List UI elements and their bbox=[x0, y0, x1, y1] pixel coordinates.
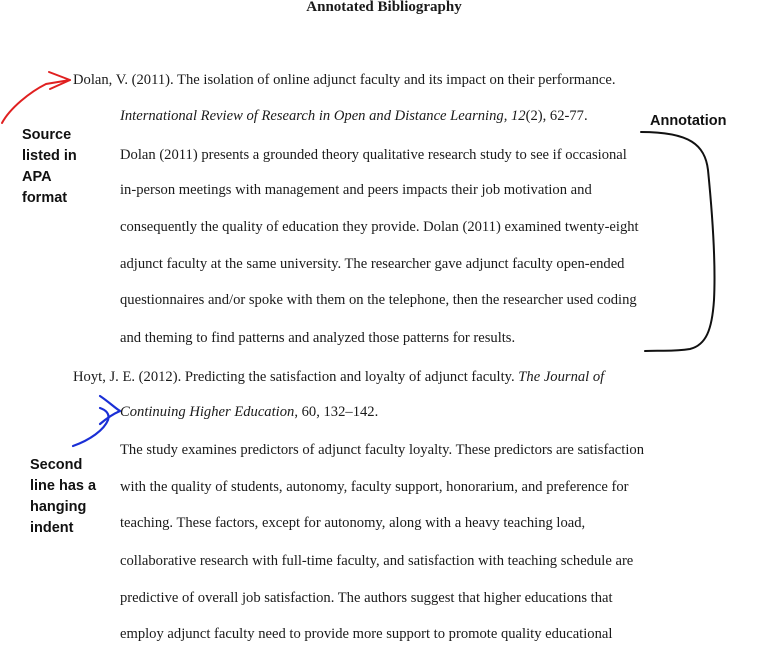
page-title: Annotated Bibliography bbox=[306, 0, 462, 15]
callout-line: format bbox=[22, 190, 68, 206]
citation-dolan-line2 bbox=[120, 107, 588, 125]
callout-annotation: Annotation bbox=[650, 113, 727, 129]
citation-hoyt-line1 bbox=[73, 368, 604, 386]
citation-hoyt-text: Hoyt, J. E. (2012). Predicting the satisfaction and loyalty of adjunct faculty. bbox=[73, 369, 519, 385]
callout-line: Source bbox=[22, 127, 72, 143]
citation-hoyt-line2 bbox=[120, 403, 378, 421]
callout-line: indent bbox=[30, 520, 74, 536]
annotation-line: adjunct faculty at the same university. The researcher gave adjunct faculty open-ended bbox=[120, 256, 625, 272]
callout-line: listed in bbox=[22, 148, 77, 164]
citation-dolan-line1: Dolan, V. (2011). The isolation of online adjunct faculty and its impact on their performance. bbox=[73, 72, 616, 88]
annotation-bracket-icon bbox=[641, 132, 715, 351]
red-arrowhead-icon bbox=[49, 72, 70, 89]
annotation-line: with the quality of students, autonomy, faculty support, honorarium, and preference for bbox=[120, 479, 629, 495]
callout-line: hanging bbox=[30, 499, 87, 515]
annotation-line: Dolan (2011) presents a grounded theory qualitative research study to see if occasional bbox=[120, 147, 627, 163]
callout-source-apa bbox=[22, 125, 77, 209]
journal-title: Continuing Higher Education bbox=[120, 404, 295, 420]
journal-title: International Review of Research in Open and Distance Learning, 12 bbox=[120, 108, 526, 124]
red-arrow-icon bbox=[2, 80, 70, 123]
citation-volume-pages: , 60, 132–142. bbox=[294, 404, 379, 420]
annotation-line: teaching. These factors, except for autonomy, along with a heavy teaching load, bbox=[120, 515, 586, 531]
annotation-line: predictive of overall job satisfaction. The authors suggest that higher educations that bbox=[120, 590, 613, 606]
annotation-line: questionnaires and/or spoke with them on the telephone, then the researcher used coding bbox=[120, 292, 637, 308]
callout-line: Second bbox=[30, 457, 83, 473]
annotation-line: in-person meetings with management and peers impacts their job motivation and bbox=[120, 182, 592, 198]
journal-title: The Journal of bbox=[518, 369, 605, 385]
annotation-line: consequently the quality of education they provide. Dolan (2011) examined twenty-eight bbox=[120, 219, 639, 235]
blue-arrowhead-icon bbox=[100, 396, 120, 424]
annotation-line: collaborative research with full-time faculty, and satisfaction with teaching schedule are bbox=[120, 553, 634, 569]
callout-line: line has a bbox=[30, 478, 97, 494]
annotation-line: and theming to find patterns and analyzed those patterns for results. bbox=[120, 330, 516, 346]
callout-line: APA bbox=[22, 169, 52, 185]
annotation-line: employ adjunct faculty need to provide more support to promote quality educational bbox=[120, 626, 613, 642]
annotation-line: The study examines predictors of adjunct faculty loyalty. These predictors are satisfaction bbox=[120, 442, 644, 458]
blue-arrow-icon bbox=[73, 408, 109, 446]
citation-issue-pages: (2), 62-77. bbox=[525, 108, 588, 124]
callout-hanging-indent bbox=[30, 455, 96, 539]
